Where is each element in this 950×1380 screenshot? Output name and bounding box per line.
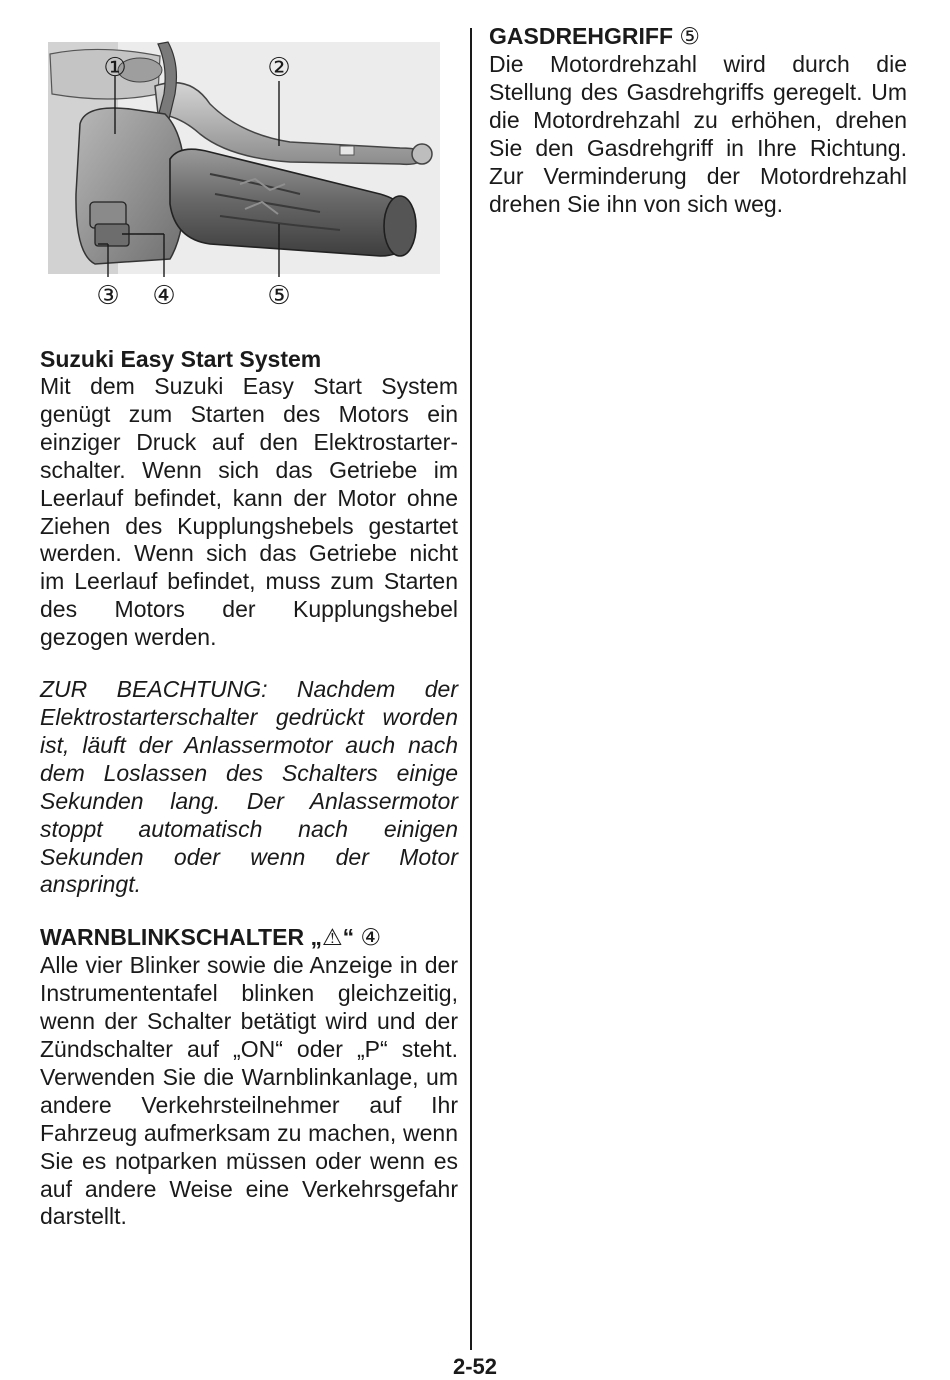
left-column xyxy=(40,345,458,1231)
hazard-heading xyxy=(40,923,458,952)
callout-3: ③ xyxy=(96,281,120,311)
handlebar-figure xyxy=(40,34,460,319)
page-number: 2-52 xyxy=(452,1354,498,1379)
right-column xyxy=(489,22,907,218)
throttle-section xyxy=(489,22,907,218)
easy-start-section xyxy=(40,345,458,652)
switch-housing xyxy=(76,108,185,264)
hazard-heading-ref: ④ xyxy=(360,925,382,952)
callout-5: ⑤ xyxy=(267,281,291,311)
hazard-heading-text: WARNBLINKSCHALTER „ xyxy=(40,924,322,951)
hazard-switch xyxy=(95,224,129,246)
easy-start-body: Mit dem Suzuki Easy Start System genügt zum Starten des Motors ein einziger Druck auf den Elektrostarterschalter. Wenn sich das Getriebe im Leerlauf befindet, kann der Motor ohne Ziehen des Kupplungshebels gestartet werden. Wenn sich das Getriebe nicht im Leerlauf befindet, muss zum Starten des Motors der Kupplungshebel gezogen werden. xyxy=(40,373,458,651)
callout-2: ② xyxy=(267,53,291,83)
column-divider xyxy=(470,28,472,1350)
handlebar-illustration xyxy=(40,34,460,319)
note-paragraph: ZUR BEACHTUNG: Nachdem der Elektrostarterschalter gedrückt worden ist, läuft der Anlassermotor auch nach dem Loslassen des Schalters einige Sekunden lang. Der Anlassermotor stoppt automatisch nach einigen Sekunden oder wenn der Motor anspringt. xyxy=(40,676,458,898)
throttle-body: Die Motordrehzahl wird durch die Stellung des Gasdrehgriffs geregelt. Um die Motordrehzahl zu erhöhen, drehen Sie den Gasdrehgriff in Ihre Richtung. Zur Verminderung der Motordrehzahl drehen Sie ihn von sich weg. xyxy=(489,51,907,217)
throttle-heading-ref: ⑤ xyxy=(679,24,701,50)
hazard-section xyxy=(40,923,458,1231)
throttle-heading xyxy=(489,22,907,51)
hazard-heading-close: “ xyxy=(342,924,355,951)
hazard-triangle-icon: ⚠ xyxy=(321,925,343,952)
throttle-heading-text: GASDREHGRIFF xyxy=(489,23,673,49)
hazard-body: Alle vier Blinker sowie die Anzeige in der Instrumententafel blinken gleichzeitig, wenn der Schalter betätigt wird und der Zündschalter auf „ON“ oder „P“ steht. Verwenden Sie die Warnblinkanlage, um andere Verkehrsteilnehmer auf Ihr Fahrzeug aufmerksam zu machen, wenn Sie es notparken müssen oder wenn es auf andere Weise eine Verkehrsgefahr darstellt. xyxy=(40,952,458,1230)
callout-4: ④ xyxy=(152,281,176,311)
callout-1: ① xyxy=(103,53,127,83)
easy-start-heading: Suzuki Easy Start System xyxy=(40,346,322,372)
